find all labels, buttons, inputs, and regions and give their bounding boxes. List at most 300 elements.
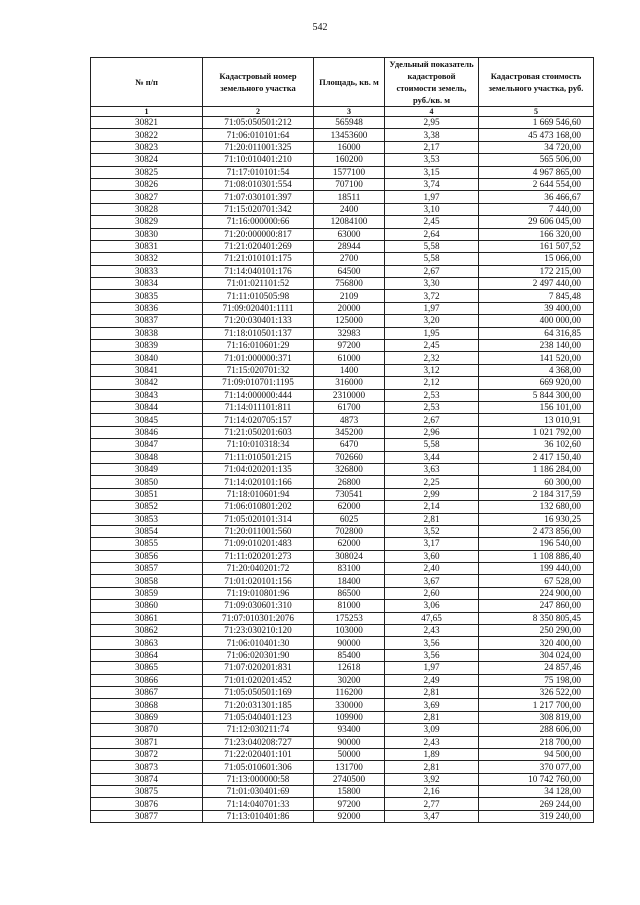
- cadastral-number-cell: 71:18:010601:94: [203, 488, 314, 500]
- table-row: [91, 662, 594, 674]
- cadastral-number-cell: 71:10:010318:34: [203, 439, 314, 451]
- unit-value-cell: 3,20: [385, 315, 479, 327]
- cadastral-number-cell: 71:05:010601:306: [203, 761, 314, 773]
- table-row: [91, 488, 594, 500]
- column-index: 3: [314, 107, 385, 117]
- table-row: [91, 476, 594, 488]
- unit-value-cell: 2,43: [385, 625, 479, 637]
- cadastral-value-cell: 224 900,00: [479, 587, 594, 599]
- cadastral-number-cell: 71:22:020401:101: [203, 748, 314, 760]
- area-cell: 81000: [314, 600, 385, 612]
- cadastral-number-cell: 71:20:040201:72: [203, 563, 314, 575]
- table-row: [91, 352, 594, 364]
- row-number-cell: 30859: [91, 587, 203, 599]
- unit-value-cell: 2,81: [385, 513, 479, 525]
- area-cell: 30200: [314, 674, 385, 686]
- row-number-cell: 30824: [91, 154, 203, 166]
- cadastral-value-cell: 15 066,00: [479, 253, 594, 265]
- table-row: [91, 686, 594, 698]
- unit-value-cell: 3,63: [385, 463, 479, 475]
- cadastral-value-cell: 4 967 865,00: [479, 166, 594, 178]
- cadastral-number-cell: 71:01:000000:371: [203, 352, 314, 364]
- header-cadastral-number: Кадастровый номер земельного участка: [203, 58, 314, 107]
- table-row: [91, 538, 594, 550]
- cadastral-number-cell: 71:04:020201:135: [203, 463, 314, 475]
- area-cell: 131700: [314, 761, 385, 773]
- column-index: 1: [91, 107, 203, 117]
- row-number-cell: 30849: [91, 463, 203, 475]
- table-row: [91, 699, 594, 711]
- unit-value-cell: 3,74: [385, 178, 479, 190]
- cadastral-number-cell: 71:15:020701:32: [203, 364, 314, 376]
- cadastral-number-cell: 71:09:010201:483: [203, 538, 314, 550]
- table-row: [91, 711, 594, 723]
- unit-value-cell: 2,16: [385, 786, 479, 798]
- unit-value-cell: 3,53: [385, 154, 479, 166]
- table-row: [91, 253, 594, 265]
- unit-value-cell: 2,43: [385, 736, 479, 748]
- unit-value-cell: 3,09: [385, 724, 479, 736]
- header-unit-value: Удельный показатель кадастровой стоимости земель, руб./кв. м: [385, 58, 479, 107]
- cadastral-value-cell: 36 466,67: [479, 191, 594, 203]
- row-number-cell: 30821: [91, 117, 203, 129]
- cadastral-number-cell: 71:20:011001:560: [203, 525, 314, 537]
- area-cell: 6025: [314, 513, 385, 525]
- cadastral-value-cell: 34 128,00: [479, 786, 594, 798]
- row-number-cell: 30822: [91, 129, 203, 141]
- cadastral-value-cell: 45 473 168,00: [479, 129, 594, 141]
- table-row: [91, 674, 594, 686]
- table-row: [91, 513, 594, 525]
- cadastral-value-cell: 166 320,00: [479, 228, 594, 240]
- unit-value-cell: 5,58: [385, 439, 479, 451]
- area-cell: 175253: [314, 612, 385, 624]
- row-number-cell: 30835: [91, 290, 203, 302]
- cadastral-number-cell: 71:15:020701:342: [203, 203, 314, 215]
- table-row: [91, 798, 594, 810]
- table-row: [91, 377, 594, 389]
- cadastral-number-cell: 71:21:020401:269: [203, 240, 314, 252]
- table-row: [91, 501, 594, 513]
- area-cell: 63000: [314, 228, 385, 240]
- table-row: [91, 612, 594, 624]
- unit-value-cell: 5,58: [385, 253, 479, 265]
- area-cell: 16000: [314, 141, 385, 153]
- table-row: [91, 637, 594, 649]
- cadastral-number-cell: 71:01:021101:52: [203, 278, 314, 290]
- unit-value-cell: 3,30: [385, 278, 479, 290]
- area-cell: 326800: [314, 463, 385, 475]
- row-number-cell: 30840: [91, 352, 203, 364]
- table-row: [91, 587, 594, 599]
- area-cell: 1400: [314, 364, 385, 376]
- cadastral-number-cell: 71:09:010701:1195: [203, 377, 314, 389]
- cadastral-number-cell: 71:16:010601:29: [203, 340, 314, 352]
- unit-value-cell: 3,38: [385, 129, 479, 141]
- row-number-cell: 30839: [91, 340, 203, 352]
- cadastral-number-cell: 71:11:010501:215: [203, 451, 314, 463]
- cadastral-value-cell: 8 350 805,45: [479, 612, 594, 624]
- unit-value-cell: 2,49: [385, 674, 479, 686]
- table-row: [91, 426, 594, 438]
- area-cell: 12618: [314, 662, 385, 674]
- table-row: [91, 166, 594, 178]
- row-number-cell: 30828: [91, 203, 203, 215]
- row-number-cell: 30834: [91, 278, 203, 290]
- unit-value-cell: 47,65: [385, 612, 479, 624]
- cadastral-number-cell: 71:14:020101:166: [203, 476, 314, 488]
- unit-value-cell: 2,81: [385, 711, 479, 723]
- table-row: [91, 463, 594, 475]
- cadastral-value-cell: 7 440,00: [479, 203, 594, 215]
- column-index: 4: [385, 107, 479, 117]
- row-number-cell: 30848: [91, 451, 203, 463]
- area-cell: 2700: [314, 253, 385, 265]
- area-cell: 90000: [314, 637, 385, 649]
- cadastral-number-cell: 71:14:040101:176: [203, 265, 314, 277]
- unit-value-cell: 2,99: [385, 488, 479, 500]
- cadastral-number-cell: 71:11:010505:98: [203, 290, 314, 302]
- unit-value-cell: 1,97: [385, 302, 479, 314]
- cadastral-number-cell: 71:16:000000:66: [203, 216, 314, 228]
- cadastral-number-cell: 71:05:020101:314: [203, 513, 314, 525]
- area-cell: 116200: [314, 686, 385, 698]
- row-number-cell: 30851: [91, 488, 203, 500]
- row-number-cell: 30850: [91, 476, 203, 488]
- area-cell: 2310000: [314, 389, 385, 401]
- table-row: [91, 748, 594, 760]
- cadastral-number-cell: 71:06:020301:90: [203, 649, 314, 661]
- unit-value-cell: 1,89: [385, 748, 479, 760]
- area-cell: 32983: [314, 327, 385, 339]
- table-row: [91, 401, 594, 413]
- table-row: [91, 724, 594, 736]
- row-number-cell: 30864: [91, 649, 203, 661]
- cadastral-value-cell: 1 669 546,60: [479, 117, 594, 129]
- cadastral-number-cell: 71:14:020705:157: [203, 414, 314, 426]
- unit-value-cell: 3,56: [385, 637, 479, 649]
- table-row: [91, 736, 594, 748]
- row-number-cell: 30866: [91, 674, 203, 686]
- unit-value-cell: 2,96: [385, 426, 479, 438]
- area-cell: 330000: [314, 699, 385, 711]
- cadastral-value-cell: 2 473 856,00: [479, 525, 594, 537]
- cadastral-number-cell: 71:13:010401:86: [203, 810, 314, 822]
- table-row: [91, 191, 594, 203]
- table-row: [91, 178, 594, 190]
- area-cell: 12084100: [314, 216, 385, 228]
- cadastral-value-cell: 2 184 317,59: [479, 488, 594, 500]
- cadastral-value-cell: 2 644 554,00: [479, 178, 594, 190]
- cadastral-number-cell: 71:05:040401:123: [203, 711, 314, 723]
- unit-value-cell: 2,14: [385, 501, 479, 513]
- cadastral-value-cell: 1 186 284,00: [479, 463, 594, 475]
- cadastral-value-cell: 400 000,00: [479, 315, 594, 327]
- row-number-cell: 30860: [91, 600, 203, 612]
- cadastral-number-cell: 71:17:010101:54: [203, 166, 314, 178]
- cadastral-number-cell: 71:11:020201:273: [203, 550, 314, 562]
- area-cell: 2400: [314, 203, 385, 215]
- row-number-cell: 30826: [91, 178, 203, 190]
- row-number-cell: 30858: [91, 575, 203, 587]
- table-row: [91, 129, 594, 141]
- row-number-cell: 30845: [91, 414, 203, 426]
- table-row: [91, 414, 594, 426]
- cadastral-value-cell: 269 244,00: [479, 798, 594, 810]
- row-number-cell: 30855: [91, 538, 203, 550]
- cadastral-number-cell: 71:09:020401:1111: [203, 302, 314, 314]
- table-row: [91, 364, 594, 376]
- area-cell: 62000: [314, 538, 385, 550]
- row-number-cell: 30847: [91, 439, 203, 451]
- cadastral-value-cell: 319 240,00: [479, 810, 594, 822]
- area-cell: 1577100: [314, 166, 385, 178]
- cadastral-value-cell: 238 140,00: [479, 340, 594, 352]
- row-number-cell: 30830: [91, 228, 203, 240]
- cadastral-number-cell: 71:07:030101:397: [203, 191, 314, 203]
- unit-value-cell: 2,45: [385, 340, 479, 352]
- cadastral-number-cell: 71:08:010301:554: [203, 178, 314, 190]
- row-number-cell: 30843: [91, 389, 203, 401]
- row-number-cell: 30870: [91, 724, 203, 736]
- cadastral-value-cell: 2 417 150,40: [479, 451, 594, 463]
- cadastral-value-cell: 218 700,00: [479, 736, 594, 748]
- area-cell: 20000: [314, 302, 385, 314]
- cadastral-number-cell: 71:20:030401:133: [203, 315, 314, 327]
- table-row: [91, 563, 594, 575]
- cadastral-number-cell: 71:21:050201:603: [203, 426, 314, 438]
- row-number-cell: 30852: [91, 501, 203, 513]
- unit-value-cell: 2,95: [385, 117, 479, 129]
- unit-value-cell: 2,53: [385, 389, 479, 401]
- area-cell: 97200: [314, 340, 385, 352]
- cadastral-number-cell: 71:13:000000:58: [203, 773, 314, 785]
- cadastral-number-cell: 71:06:010101:64: [203, 129, 314, 141]
- cadastral-value-cell: 1 108 886,40: [479, 550, 594, 562]
- row-number-cell: 30846: [91, 426, 203, 438]
- area-cell: 103000: [314, 625, 385, 637]
- header-cadastral-value: Кадастровая стоимость земельного участка, руб.: [479, 58, 594, 107]
- row-number-cell: 30841: [91, 364, 203, 376]
- cadastral-value-cell: 29 606 045,00: [479, 216, 594, 228]
- area-cell: 50000: [314, 748, 385, 760]
- table-row: [91, 451, 594, 463]
- cadastral-value-cell: 199 440,00: [479, 563, 594, 575]
- unit-value-cell: 2,25: [385, 476, 479, 488]
- cadastral-value-cell: 288 606,00: [479, 724, 594, 736]
- header-row-number: № п/п: [91, 58, 203, 107]
- cadastral-value-cell: 172 215,00: [479, 265, 594, 277]
- table-row: [91, 240, 594, 252]
- row-number-cell: 30872: [91, 748, 203, 760]
- cadastral-value-cell: 13 010,91: [479, 414, 594, 426]
- cadastral-value-cell: 16 930,25: [479, 513, 594, 525]
- cadastral-value-cell: 4 368,00: [479, 364, 594, 376]
- row-number-cell: 30842: [91, 377, 203, 389]
- area-cell: 316000: [314, 377, 385, 389]
- area-cell: 15800: [314, 786, 385, 798]
- table-row: [91, 290, 594, 302]
- cadastral-value-cell: 247 860,00: [479, 600, 594, 612]
- area-cell: 109900: [314, 711, 385, 723]
- area-cell: 64500: [314, 265, 385, 277]
- row-number-cell: 30836: [91, 302, 203, 314]
- table-row: [91, 278, 594, 290]
- row-number-cell: 30865: [91, 662, 203, 674]
- cadastral-value-cell: 1 021 792,00: [479, 426, 594, 438]
- cadastral-value-cell: 304 024,00: [479, 649, 594, 661]
- cadastral-value-cell: 60 300,00: [479, 476, 594, 488]
- unit-value-cell: 3,67: [385, 575, 479, 587]
- row-number-cell: 30862: [91, 625, 203, 637]
- cadastral-number-cell: 71:06:010401:30: [203, 637, 314, 649]
- cadastral-number-cell: 71:21:010101:175: [203, 253, 314, 265]
- area-cell: 160200: [314, 154, 385, 166]
- table-body: [91, 117, 594, 823]
- unit-value-cell: 3,92: [385, 773, 479, 785]
- unit-value-cell: 2,17: [385, 141, 479, 153]
- unit-value-cell: 3,69: [385, 699, 479, 711]
- table-row: [91, 761, 594, 773]
- row-number-cell: 30838: [91, 327, 203, 339]
- cadastral-value-table: [90, 57, 594, 823]
- area-cell: 345200: [314, 426, 385, 438]
- cadastral-value-cell: 24 857,46: [479, 662, 594, 674]
- area-cell: 565948: [314, 117, 385, 129]
- area-cell: 707100: [314, 178, 385, 190]
- area-cell: 86500: [314, 587, 385, 599]
- cadastral-number-cell: 71:05:050501:169: [203, 686, 314, 698]
- cadastral-value-cell: 64 316,85: [479, 327, 594, 339]
- table-row: [91, 340, 594, 352]
- row-number-cell: 30873: [91, 761, 203, 773]
- table-row: [91, 117, 594, 129]
- unit-value-cell: 2,12: [385, 377, 479, 389]
- area-cell: 125000: [314, 315, 385, 327]
- area-cell: 702800: [314, 525, 385, 537]
- area-cell: 2109: [314, 290, 385, 302]
- row-number-cell: 30871: [91, 736, 203, 748]
- area-cell: 28944: [314, 240, 385, 252]
- unit-value-cell: 2,81: [385, 686, 479, 698]
- table-row: [91, 141, 594, 153]
- area-cell: 308024: [314, 550, 385, 562]
- unit-value-cell: 3,60: [385, 550, 479, 562]
- cadastral-number-cell: 71:20:011001:325: [203, 141, 314, 153]
- area-cell: 730541: [314, 488, 385, 500]
- row-number-cell: 30857: [91, 563, 203, 575]
- row-number-cell: 30823: [91, 141, 203, 153]
- unit-value-cell: 2,67: [385, 265, 479, 277]
- cadastral-value-cell: 250 290,00: [479, 625, 594, 637]
- unit-value-cell: 3,15: [385, 166, 479, 178]
- row-number-cell: 30837: [91, 315, 203, 327]
- unit-value-cell: 3,52: [385, 525, 479, 537]
- table-row: [91, 810, 594, 822]
- table-row: [91, 302, 594, 314]
- row-number-cell: 30874: [91, 773, 203, 785]
- cadastral-number-cell: 71:01:020101:156: [203, 575, 314, 587]
- row-number-cell: 30863: [91, 637, 203, 649]
- page-number: 542: [312, 22, 328, 33]
- row-number-cell: 30856: [91, 550, 203, 562]
- area-cell: 97200: [314, 798, 385, 810]
- area-cell: 2740500: [314, 773, 385, 785]
- cadastral-value-cell: 36 102,60: [479, 439, 594, 451]
- cadastral-value-cell: 39 400,00: [479, 302, 594, 314]
- table-row: [91, 649, 594, 661]
- cadastral-number-cell: 71:06:010801:202: [203, 501, 314, 513]
- unit-value-cell: 3,72: [385, 290, 479, 302]
- cadastral-value-cell: 156 101,00: [479, 401, 594, 413]
- cadastral-value-cell: 67 528,00: [479, 575, 594, 587]
- unit-value-cell: 3,10: [385, 203, 479, 215]
- row-number-cell: 30829: [91, 216, 203, 228]
- row-number-cell: 30832: [91, 253, 203, 265]
- column-index: 2: [203, 107, 314, 117]
- table-row: [91, 203, 594, 215]
- table-row: [91, 786, 594, 798]
- row-number-cell: 30854: [91, 525, 203, 537]
- unit-value-cell: 2,53: [385, 401, 479, 413]
- cadastral-number-cell: 71:01:030401:69: [203, 786, 314, 798]
- column-index-row: [91, 107, 594, 117]
- area-cell: 61700: [314, 401, 385, 413]
- cadastral-value-cell: 161 507,52: [479, 240, 594, 252]
- row-number-cell: 30844: [91, 401, 203, 413]
- row-number-cell: 30877: [91, 810, 203, 822]
- cadastral-number-cell: 71:20:031301:185: [203, 699, 314, 711]
- cadastral-value-cell: 308 819,00: [479, 711, 594, 723]
- cadastral-number-cell: 71:23:030210:120: [203, 625, 314, 637]
- unit-value-cell: 1,97: [385, 662, 479, 674]
- table-row: [91, 265, 594, 277]
- unit-value-cell: 5,58: [385, 240, 479, 252]
- unit-value-cell: 1,95: [385, 327, 479, 339]
- area-cell: 83100: [314, 563, 385, 575]
- cadastral-number-cell: 71:14:000000:444: [203, 389, 314, 401]
- row-number-cell: 30833: [91, 265, 203, 277]
- cadastral-number-cell: 71:07:020201:831: [203, 662, 314, 674]
- area-cell: 93400: [314, 724, 385, 736]
- row-number-cell: 30867: [91, 686, 203, 698]
- cadastral-value-cell: 320 400,00: [479, 637, 594, 649]
- table-row: [91, 315, 594, 327]
- cadastral-number-cell: 71:14:011101:811: [203, 401, 314, 413]
- cadastral-number-cell: 71:14:040701:33: [203, 798, 314, 810]
- cadastral-value-cell: 5 844 300,00: [479, 389, 594, 401]
- cadastral-number-cell: 71:19:010801:96: [203, 587, 314, 599]
- cadastral-value-cell: 565 506,00: [479, 154, 594, 166]
- cadastral-value-cell: 141 520,00: [479, 352, 594, 364]
- row-number-cell: 30861: [91, 612, 203, 624]
- unit-value-cell: 2,60: [385, 587, 479, 599]
- table-row: [91, 600, 594, 612]
- unit-value-cell: 2,77: [385, 798, 479, 810]
- cadastral-number-cell: 71:18:010501:137: [203, 327, 314, 339]
- header-area: Площадь, кв. м: [314, 58, 385, 107]
- unit-value-cell: 2,32: [385, 352, 479, 364]
- cadastral-number-cell: 71:23:040208:727: [203, 736, 314, 748]
- table-row: [91, 439, 594, 451]
- area-cell: 13453600: [314, 129, 385, 141]
- area-cell: 4873: [314, 414, 385, 426]
- row-number-cell: 30827: [91, 191, 203, 203]
- cadastral-number-cell: 71:20:000000:817: [203, 228, 314, 240]
- unit-value-cell: 3,06: [385, 600, 479, 612]
- unit-value-cell: 3,44: [385, 451, 479, 463]
- cadastral-number-cell: 71:10:010401:210: [203, 154, 314, 166]
